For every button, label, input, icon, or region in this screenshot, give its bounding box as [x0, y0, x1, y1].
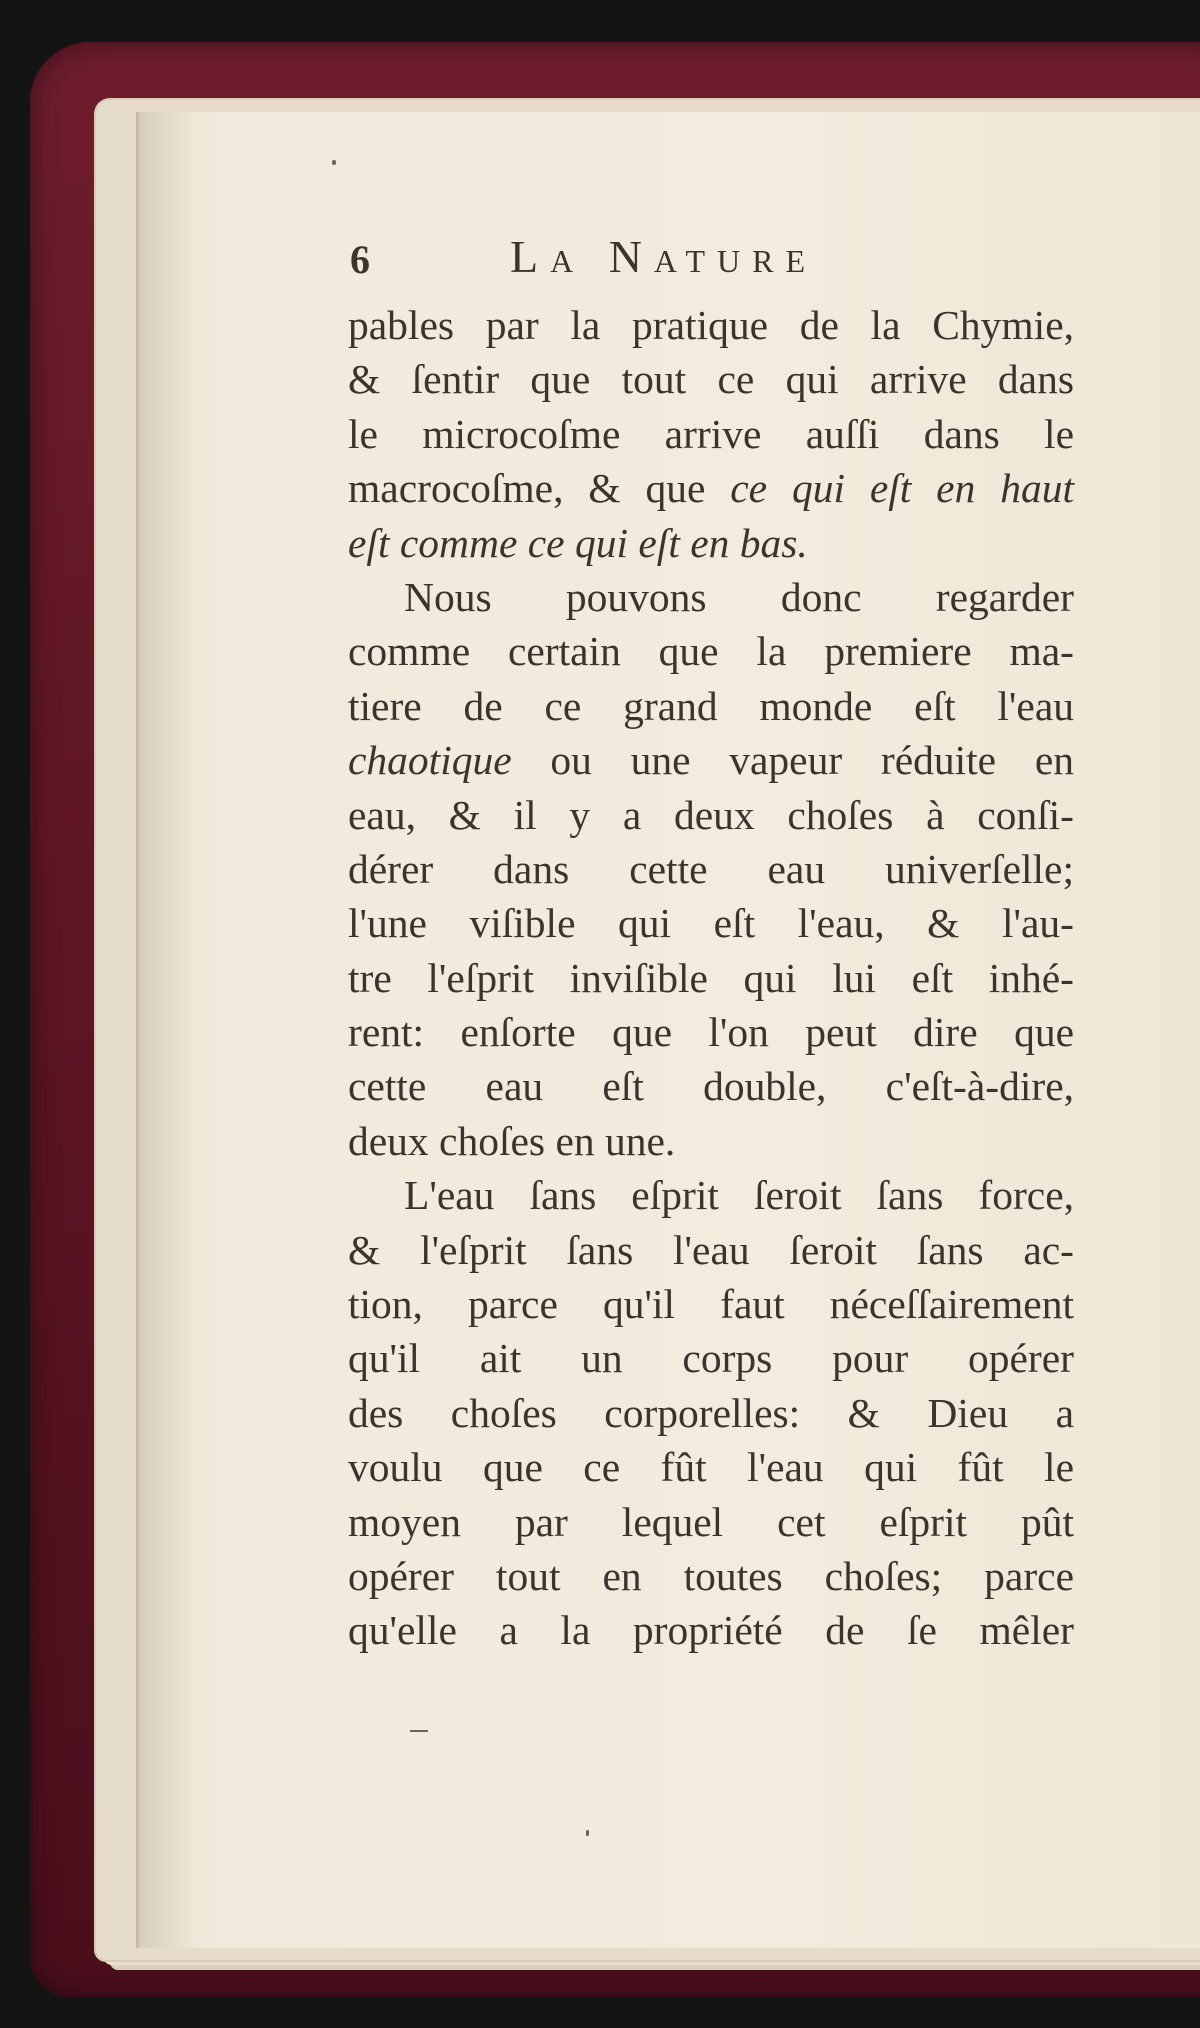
- running-header: [348, 226, 1074, 298]
- ink-speck: [586, 1830, 589, 1836]
- text-line: tre l'eſprit inviſible qui lui eſt inhé-: [348, 954, 1074, 1001]
- text-line: le microcoſme arrive auſſi dans le: [348, 410, 1074, 457]
- text-line: & l'eſprit ſans l'eau ſeroit ſans ac-: [348, 1226, 1074, 1273]
- text-line: voulu que ce fût l'eau qui fût le: [348, 1444, 1074, 1491]
- gutter-shadow: [136, 112, 196, 1948]
- text-line: cette eau eſt double, c'eſt-à-dire,: [348, 1063, 1074, 1110]
- text-line: dérer dans cette eau univerſelle;: [348, 845, 1074, 892]
- text-line: qu'elle a la propriété de ſe mêler: [348, 1607, 1074, 1654]
- text-line: comme certain que la premiere ma-: [348, 628, 1074, 675]
- text-line: chaotique ou une vapeur réduite en: [348, 737, 1074, 784]
- text-line: pables par la pratique de la Chymie,: [348, 302, 1074, 348]
- running-title: La Nature: [510, 231, 818, 282]
- text-line: eau, & il y a deux choſes à conſi-: [348, 791, 1074, 838]
- text-line: macrocoſme, & que ce qui eſt en haut: [348, 465, 1074, 512]
- text-line: qu'il ait un corps pour opérer: [348, 1335, 1074, 1382]
- italic-fragment: chaotique: [348, 737, 512, 784]
- text-line: deux choſes en une.: [348, 1117, 676, 1164]
- ink-speck: [410, 1730, 428, 1732]
- text-line: Nous pouvons donc regarder: [404, 573, 1074, 620]
- text-line: l'une viſible qui eſt l'eau, & l'au-: [348, 900, 1074, 947]
- text-line: eſt comme ce qui eſt en bas.: [348, 519, 808, 566]
- ink-speck: [332, 160, 336, 165]
- page-number: 6: [350, 237, 372, 282]
- text-line: opérer tout en toutes choſes; parce: [348, 1552, 1074, 1599]
- text-line: L'eau ſans eſprit ſeroit ſans force,: [404, 1172, 1074, 1219]
- text-line: moyen par lequel cet eſprit pût: [348, 1498, 1074, 1545]
- italic-fragment: ce qui eſt en haut: [730, 465, 1074, 512]
- text-line: tion, parce qu'il faut néceſſairement: [348, 1281, 1074, 1328]
- text-line: rent: enſorte que l'on peut dire que: [348, 1009, 1074, 1056]
- page-text: [348, 226, 1074, 1658]
- text-line: tiere de ce grand monde eſt l'eau: [348, 682, 1074, 729]
- text-line: & ſentir que tout ce qui arrive dans: [348, 356, 1074, 403]
- text-line: des choſes corporelles: & Dieu a: [348, 1389, 1074, 1436]
